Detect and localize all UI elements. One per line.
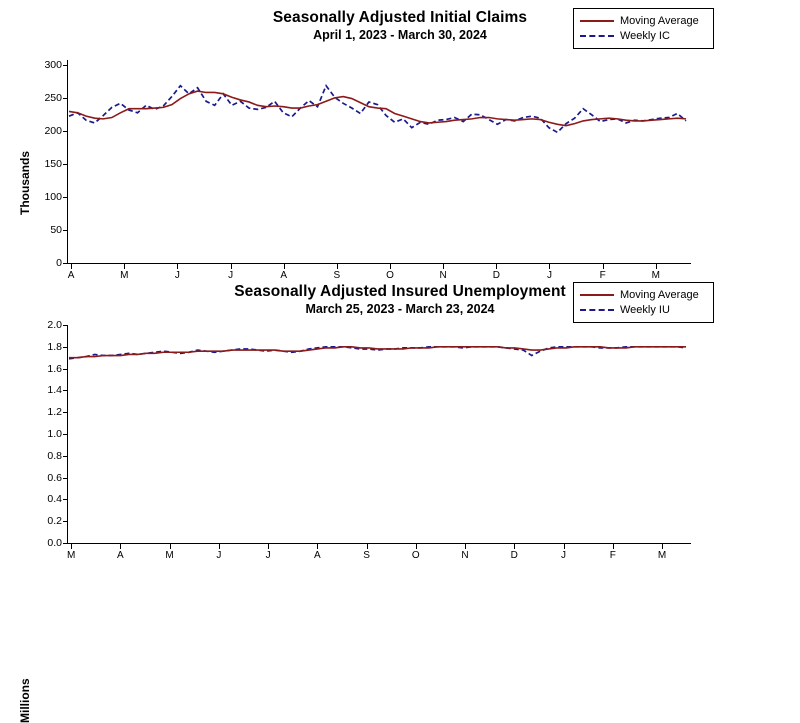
x-tick-label: J [216,550,222,561]
x-tick-label: S [333,270,341,281]
x-tick-label: S [363,550,370,561]
x-tick-label: A [313,550,321,561]
y-tick-label: 0.2 [47,515,62,528]
x-tick-label: F [609,550,616,561]
chart1-title: Seasonally Adjusted Initial Claims [272,9,528,26]
chart2-y-axis-label: Millions [18,678,32,723]
x-tick-label: J [561,550,567,561]
x-tick-label: F [599,270,606,281]
x-tick-label: A [117,550,124,561]
y-tick-label: 150 [44,158,62,170]
x-tick-label: J [265,550,271,561]
y-tick-label: 250 [44,92,62,104]
x-tick-label: A [280,270,288,281]
x-tick-label: M [651,270,660,281]
chart-initial-claims [0,0,800,290]
y-tick-label: 300 [44,59,62,71]
x-tick-label: M [120,270,129,281]
chart-insured-unemployment [0,278,800,723]
x-tick-label: N [461,550,469,561]
x-tick-label: A [67,270,75,281]
y-tick-label: 0 [56,257,62,269]
chart1-subtitle: April 1, 2023 - March 30, 2024 [313,28,487,42]
y-tick-label: 0.8 [47,449,62,462]
y-tick-label: 1.6 [47,362,62,375]
chart2-subtitle: March 25, 2023 - March 23, 2024 [305,302,495,316]
x-tick-label: D [492,270,500,281]
x-tick-label: J [174,270,180,281]
y-tick-label: 1.0 [47,428,62,440]
x-tick-label: D [510,550,518,561]
x-tick-label: N [439,270,447,281]
chart2-title: Seasonally Adjusted Insured Unemployment [234,283,566,300]
y-tick-label: 100 [44,191,62,203]
y-tick-label: 0.4 [47,493,62,506]
x-tick-label: M [657,550,667,561]
y-tick-label: 1.2 [47,406,62,419]
y-tick-label: 0.6 [47,471,62,484]
x-tick-label: M [165,550,174,561]
y-tick-label: 1.8 [47,340,62,353]
x-tick-label: O [411,550,420,561]
chart1-x-ticks [0,0,800,290]
y-tick-label: 200 [44,125,62,137]
legend-label: Weekly IU [620,303,670,316]
chart1-y-axis-label: Thousands [18,150,32,215]
y-tick-label: 1.4 [47,384,62,397]
chart2-x-ticks [0,278,800,598]
x-tick-label: J [228,270,234,281]
legend-label: Moving Average [620,14,699,27]
x-tick-label: O [386,270,394,281]
y-tick-label: 0.0 [47,537,62,549]
legend-label: Moving Average [620,288,699,301]
legend-label: Weekly IC [620,29,670,42]
x-tick-label: J [546,270,552,281]
x-tick-label: M [66,550,76,561]
y-tick-label: 2.0 [47,319,62,331]
y-tick-label: 50 [50,224,62,236]
